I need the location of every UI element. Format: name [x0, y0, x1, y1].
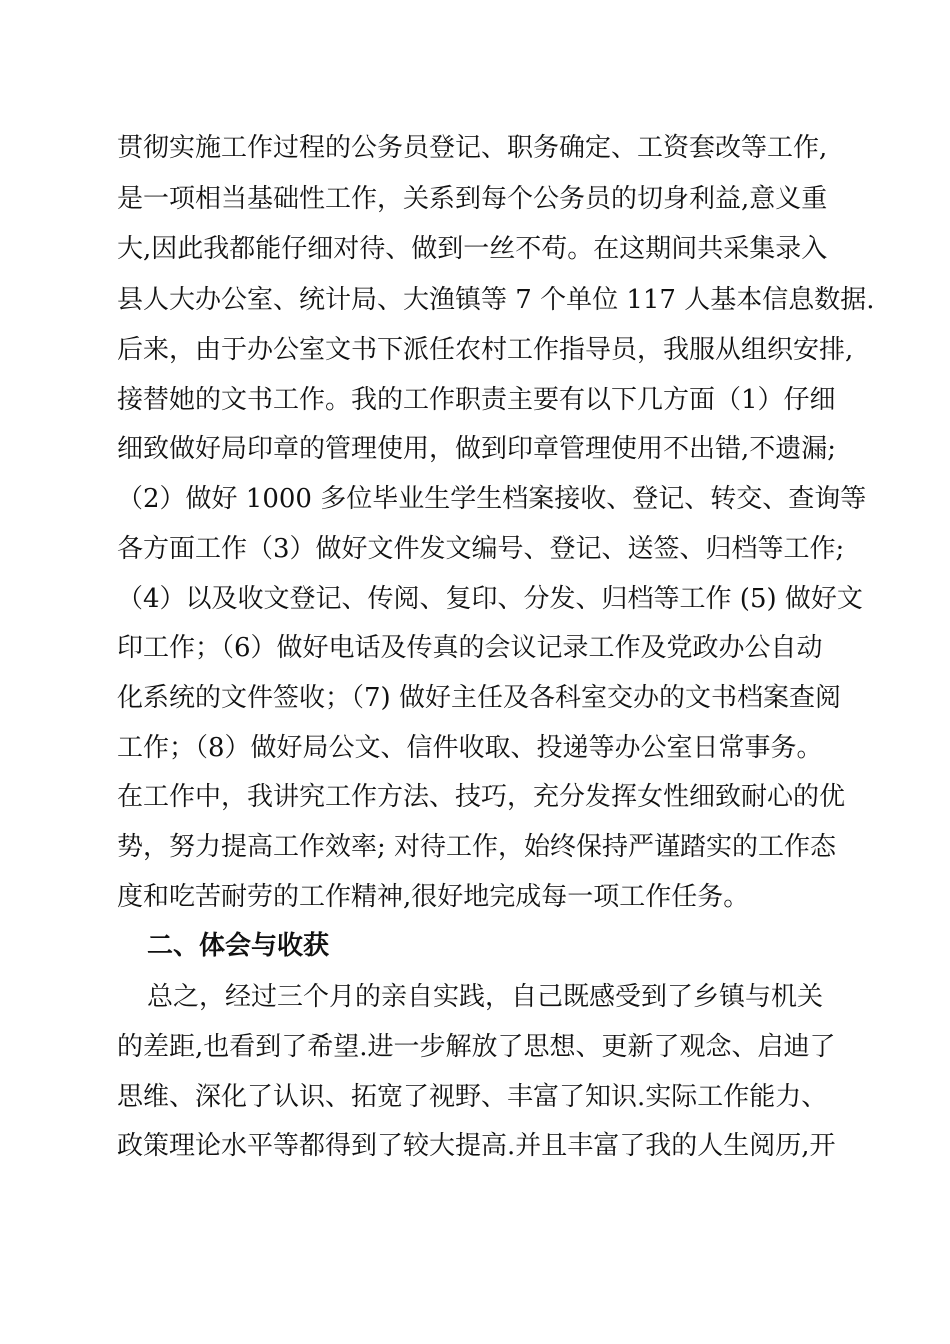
paragraph-1-line: 势，努力提高工作效率; 对待工作，始终保持严谨踏实的工作态 — [117, 832, 837, 862]
paragraph-1-line: 县人大办公室、统计局、大渔镇等 7 个单位 117 人基本信息数据. — [117, 285, 875, 315]
paragraph-1-line: 各方面工作（3）做好文件发文编号、登记、送签、归档等工作; — [117, 534, 845, 564]
paragraph-2-line: 的差距,也看到了希望.进一步解放了思想、更新了观念、启迪了 — [117, 1032, 836, 1062]
paragraph-1-line: 贯彻实施工作过程的公务员登记、职务确定、工资套改等工作, — [117, 133, 828, 163]
paragraph-1-line: 工作；（8）做好局公文、信件收取、投递等办公室日常事务。 — [117, 733, 823, 763]
paragraph-1-line: 大,因此我都能仔细对待、做到一丝不苟。在这期间共采集录入 — [117, 234, 828, 264]
paragraph-1-line: 后来，由于办公室文书下派任农村工作指导员，我服从组织安排, — [117, 335, 854, 365]
section-heading: 二、体会与收获 — [147, 931, 330, 961]
paragraph-1-line: 印工作；（6）做好电话及传真的会议记录工作及党政办公自动 — [117, 633, 823, 663]
paragraph-1-line: （2）做好 1000 多位毕业生学生档案接收、登记、转交、查询等 — [117, 484, 867, 514]
paragraph-1-line: （4）以及收文登记、传阅、复印、分发、归档等工作 (5) 做好文 — [117, 584, 863, 614]
paragraph-1-line: 化系统的文件签收；（7) 做好主任及各科室交办的文书档案查阅 — [117, 683, 841, 713]
paragraph-2-line: 总之，经过三个月的亲自实践，自己既感受到了乡镇与机关 — [147, 982, 824, 1012]
paragraph-1-line: 接替她的文书工作。我的工作职责主要有以下几方面（1）仔细 — [117, 385, 836, 415]
paragraph-2-line: 思维、深化了认识、拓宽了视野、丰富了知识.实际工作能力、 — [117, 1082, 828, 1112]
paragraph-1-line: 是一项相当基础性工作，关系到每个公务员的切身利益,意义重 — [117, 184, 828, 214]
paragraph-1-line: 在工作中，我讲究工作方法、技巧，充分发挥女性细致耐心的优 — [117, 782, 846, 812]
paragraph-1-line: 细致做好局印章的管理使用，做到印章管理使用不出错,不遗漏; — [117, 434, 837, 464]
paragraph-2-line: 政策理论水平等都得到了较大提高.并且丰富了我的人生阅历,开 — [117, 1131, 836, 1161]
paragraph-1-line: 度和吃苦耐劳的工作精神,很好地完成每一项工作任务。 — [117, 882, 750, 912]
